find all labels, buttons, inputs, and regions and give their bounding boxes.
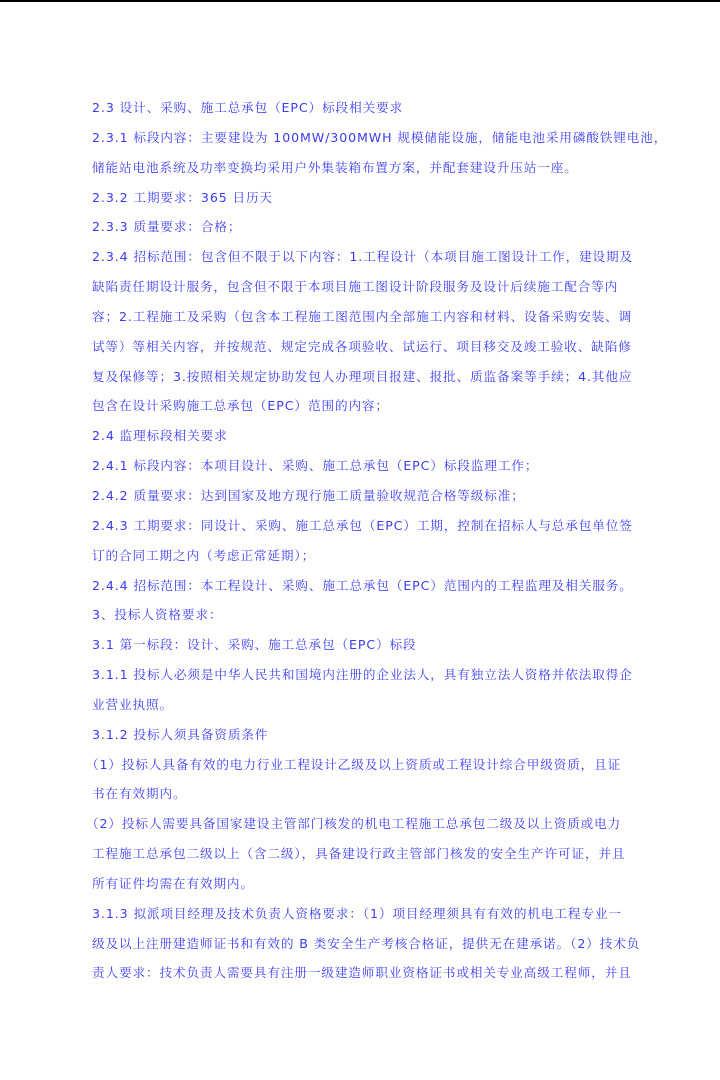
text-line: 3.1.1 投标人必须是中华人民共和国境内注册的企业法人，具有独立法人资格并依法取得企	[92, 667, 633, 683]
text-line: 3、投标人资格要求：	[92, 607, 223, 623]
text-line: 级及以上注册建造师证书和有效的 B 类安全生产考核合格证，提供无在建承诺。（2）技术负	[92, 935, 641, 951]
text-line: 责人要求：技术负责人需要具有注册一级建造师职业资格证书或相关专业高级工程师，并且	[92, 965, 632, 981]
text-line: 3.1.3 拟派项目经理及技术负责人资格要求：（1）项目经理须具有有效的机电工程专业一	[92, 905, 622, 921]
text-line: 2.3.3 质量要求：合格；	[92, 219, 242, 235]
text-line: （1）投标人具备有效的电力行业工程设计乙级及以上资质或工程设计综合甲级资质，且证	[86, 756, 622, 772]
text-line: 3.1.2 投标人须具备资质条件	[92, 726, 269, 742]
text-line: 包含在设计采购施工总承包（EPC）范围的内容；	[92, 398, 389, 414]
text-line: （2）投标人需要具备国家建设主管部门核发的机电工程施工总承包二级及以上资质或电力	[86, 816, 622, 832]
document-body	[86, 93, 668, 988]
text-line: 试等）等相关内容，并按规范、规定完成各项验收、试运行、项目移交及竣工验收、缺陷修	[92, 338, 632, 354]
text-line: 订的合同工期之内（考虑正常延期）；	[92, 547, 316, 563]
text-line: 2.4.2 质量要求：达到国家及地方现行施工质量验收规范合格等级标准；	[92, 487, 525, 503]
text-line: 2.4.4 招标范围：本工程设计、采购、施工总承包（EPC）范围内的工程监理及相关服务。	[92, 577, 633, 593]
text-line: 3.1 第一标段：设计、采购、施工总承包（EPC）标段	[92, 637, 417, 653]
text-line: 工程施工总承包二级以上（含二级），具备建设行政主管部门核发的安全生产许可证，并且	[92, 846, 626, 862]
text-line: 储能站电池系统及功率变换均采用户外集装箱布置方案，并配套建设升压站一座。	[92, 159, 578, 175]
text-line: 复及保修等；3.按照相关规定协助发包人办理项目报建、报批、质监备案等手续；4.其他应	[92, 368, 633, 384]
text-line: 容；2.工程施工及采购（包含本工程施工图范围内全部施工内容和材料、设备采购安装、调	[92, 308, 633, 324]
top-border	[0, 0, 720, 2]
text-line: 缺陷责任期设计服务，包含但不限于本项目施工图设计阶段服务及设计后续施工配合等内	[92, 279, 619, 295]
text-line: 所有证件均需在有效期内。	[92, 875, 254, 891]
text-line: 2.3 设计、采购、施工总承包（EPC）标段相关要求	[92, 100, 404, 115]
text-line: 2.3.2 工期要求：365 日历天	[92, 189, 274, 205]
text-line: 2.3.1 标段内容：主要建设为 100MW/300MWH 规模储能设施，储能电池采用磷酸铁锂电池，	[92, 129, 668, 145]
text-line: 书在有效期内。	[92, 786, 187, 802]
text-line: 2.3.4 招标范围：包含但不限于以下内容：1.工程设计（本项目施工图设计工作，建设期及	[92, 249, 634, 265]
text-line: 2.4.3 工期要求：同设计、采购、施工总承包（EPC）工期，控制在招标人与总承包单位签	[92, 517, 633, 533]
text-line: 2.4 监理标段相关要求	[92, 428, 228, 444]
text-line: 业营业执照。	[92, 696, 173, 712]
text-line: 2.4.1 标段内容：本项目设计、采购、施工总承包（EPC）标段监理工作；	[92, 458, 539, 474]
